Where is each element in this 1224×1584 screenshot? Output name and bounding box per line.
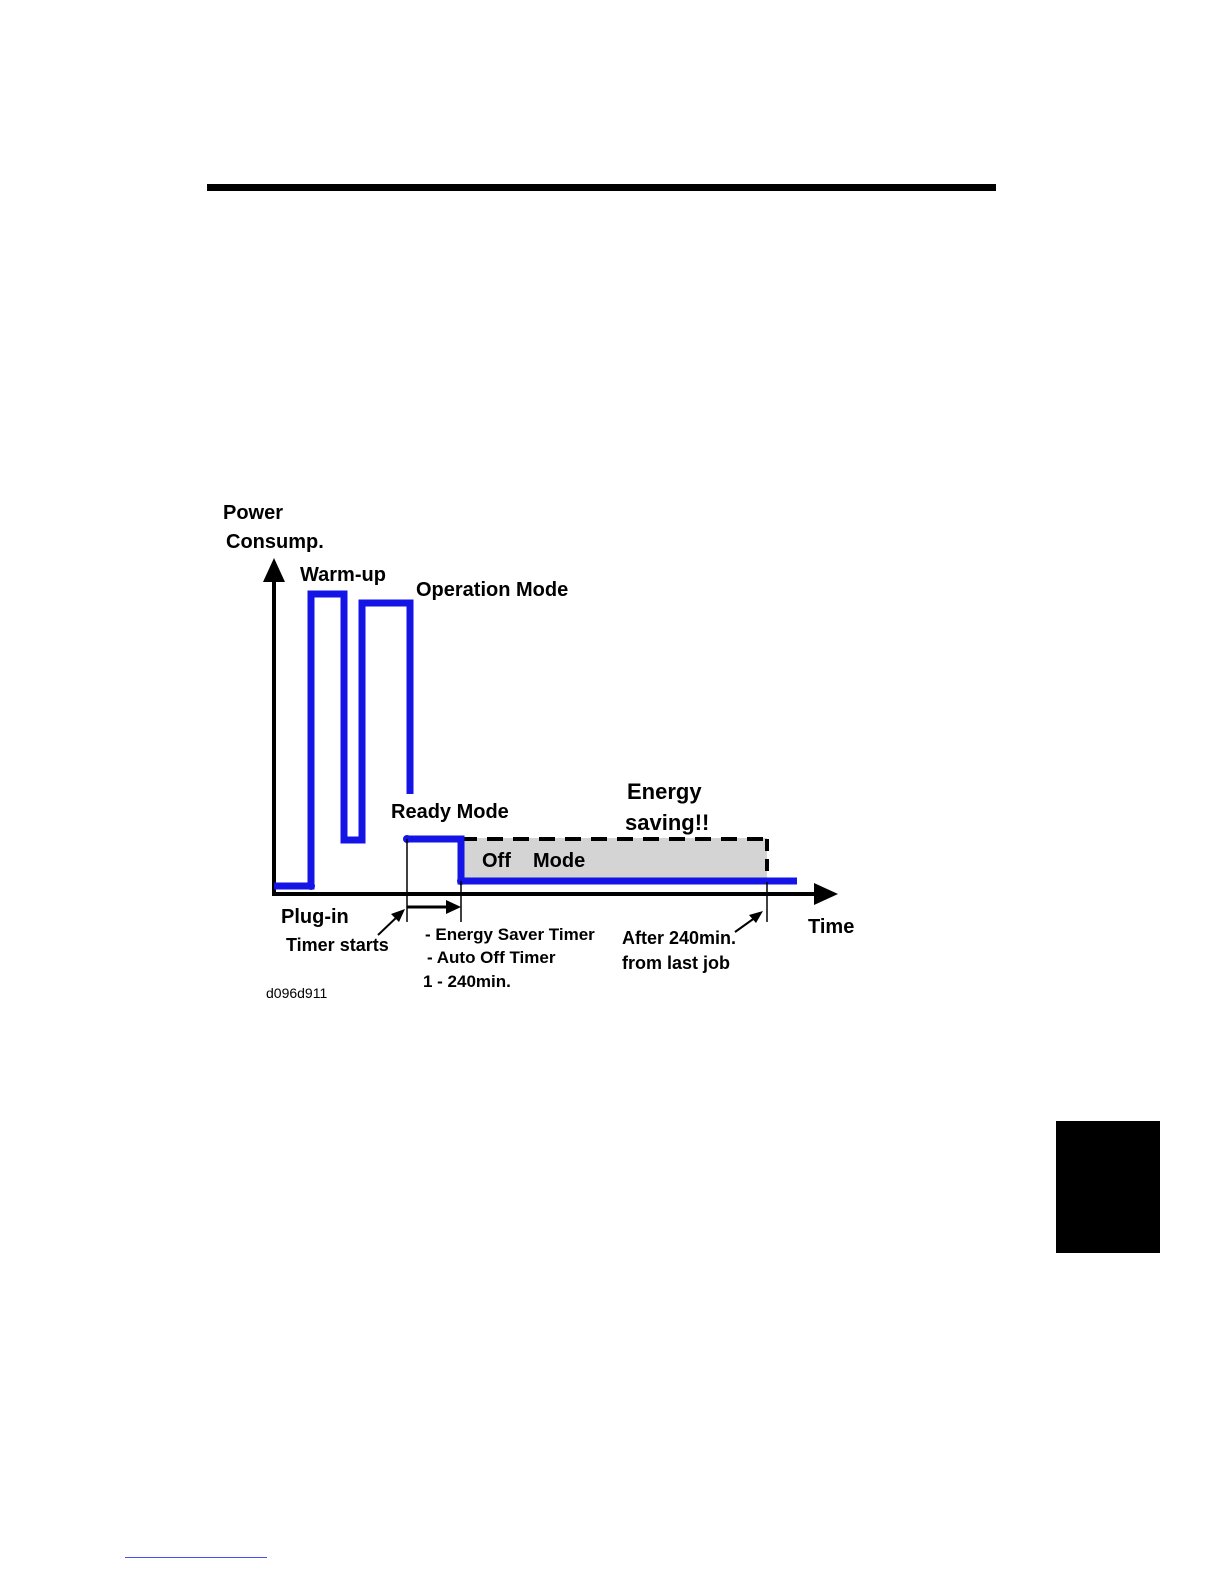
auto-off-timer-label: - Auto Off Timer: [427, 948, 556, 967]
plugin-label: Plug-in: [281, 906, 349, 928]
energy-saving-label-1: Energy: [627, 779, 702, 804]
y-axis-arrow: [263, 558, 285, 582]
after-240-label-2: from last job: [622, 953, 731, 973]
figure-id: d096d911: [266, 985, 328, 1001]
power-consumption-line: [274, 594, 410, 886]
y-axis-label-line1: Power: [223, 502, 284, 524]
section-tab: [1056, 1121, 1160, 1253]
plugin-pointer: [378, 916, 398, 935]
footer-link-underline: [125, 1557, 267, 1558]
timer-starts-label: Timer starts: [286, 935, 389, 955]
off-mode-label-2: Mode: [533, 850, 586, 872]
energy-saving-label-2: saving!!: [625, 810, 710, 835]
plugin-point: [307, 882, 315, 890]
timer-span-arrowhead: [446, 900, 461, 914]
energy-saver-timer-label: - Energy Saver Timer: [425, 925, 595, 944]
warmup-label: Warm-up: [300, 564, 386, 586]
x-axis-label: Time: [808, 916, 855, 938]
off-mode-label-1: Off: [482, 850, 511, 872]
timer-range-label: 1 - 240min.: [423, 972, 511, 991]
operation-mode-label: Operation Mode: [416, 579, 569, 601]
after-240-label-1: After 240min.: [622, 928, 737, 948]
y-axis-label-line2: Consump.: [226, 531, 324, 553]
x-axis-arrow: [814, 883, 838, 905]
ready-mode-label: Ready Mode: [391, 801, 509, 823]
